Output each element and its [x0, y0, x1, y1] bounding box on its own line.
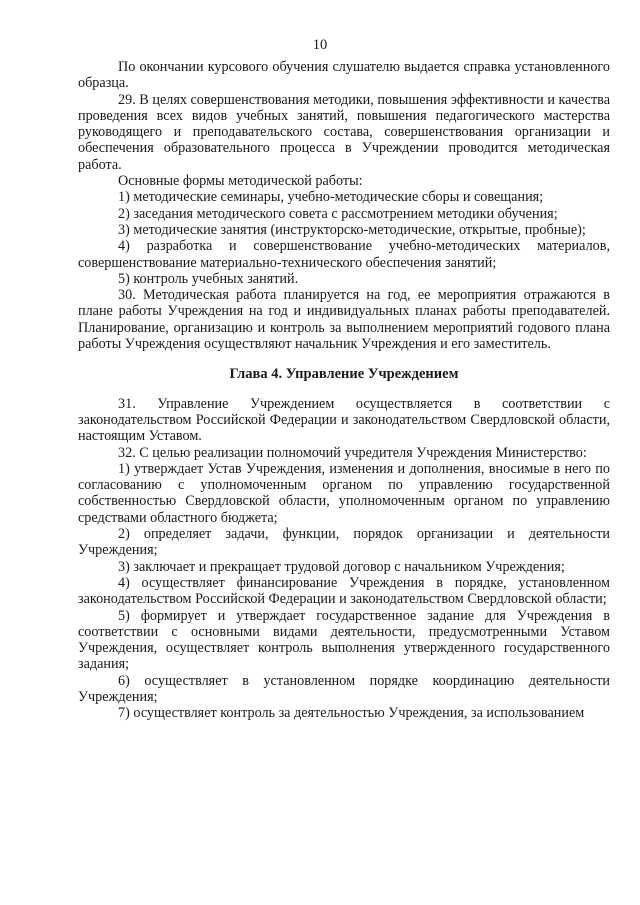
list-item: 3) заключает и прекращает трудовой договор с начальником Учреждения;	[118, 558, 565, 575]
list-item: 2) определяет задачи, функции, порядок организации и деятельности Учреждения;	[78, 526, 610, 559]
list-item: 3) методические занятия (инструкторско-методические, открытые, пробные);	[118, 221, 586, 238]
list-item: 1) методические семинары, учебно-методические сборы и совещания;	[118, 189, 544, 206]
paragraph: 32. С целью реализации полномочий учредителя Учреждения Министерство:	[118, 444, 587, 461]
page-number: 10	[312, 37, 328, 53]
list-item: 5) контроль учебных занятий.	[118, 270, 299, 287]
list-item: 5) формирует и утверждает государственное задание для Учреждения в соответствии с основными видами деятельности, предусмотренными Уставом Учреждения, осуществляет контроль выполнения утвержденного государственного задания;	[78, 607, 610, 673]
list-item: 2) заседания методического совета с рассмотрением методики обучения;	[118, 205, 558, 222]
chapter-heading: Глава 4. Управление Учреждением	[229, 366, 459, 383]
paragraph: По окончании курсового обучения слушателю выдается справка установленного образца.	[78, 59, 610, 92]
list-item: 7) осуществляет контроль за деятельностью Учреждения, за использованием	[118, 705, 585, 722]
list-item: 6) осуществляет в установленном порядке координацию деятельности Учреждения;	[78, 672, 610, 705]
paragraph: Основные формы методической работы:	[118, 173, 363, 190]
document-body	[78, 59, 610, 722]
paragraph: 29. В целях совершенствования методики, повышения эффективности и качества проведения всех видов учебных занятий, повышения педагогического мастерства руководящего и преподавательского состава, совершенствования организации и обеспечения образовательного процесса в Учреждении проводится методическая работа.	[78, 91, 610, 173]
list-item: 4) осуществляет финансирование Учреждения в порядке, установленном законодательством Российской Федерации и законодательством Свердловской области;	[78, 574, 610, 608]
paragraph: 31. Управление Учреждением осуществляется в соответствии с законодательством Российской Федерации и законодательством Свердловской области, настоящим Уставом.	[78, 395, 610, 445]
list-item: 4) разработка и совершенствование учебно-методических материалов, совершенствование материально-технического обеспечения занятий;	[78, 238, 610, 271]
paragraph: 30. Методическая работа планируется на год, ее мероприятия отражаются в плане работы Учреждения на год и индивидуальных планах работы преподавателей. Планирование, организацию и контроль за выполнением мероприятий годового плана работы Учреждения осуществляют начальник Учреждения и его заместитель.	[78, 287, 610, 353]
list-item: 1) утверждает Устав Учреждения, изменения и дополнения, вносимые в него по согласованию с уполномоченным органом по управлению государственной собственностью Свердловской области, уполномоченным органом по управлению средствами областного бюджета;	[78, 460, 610, 526]
